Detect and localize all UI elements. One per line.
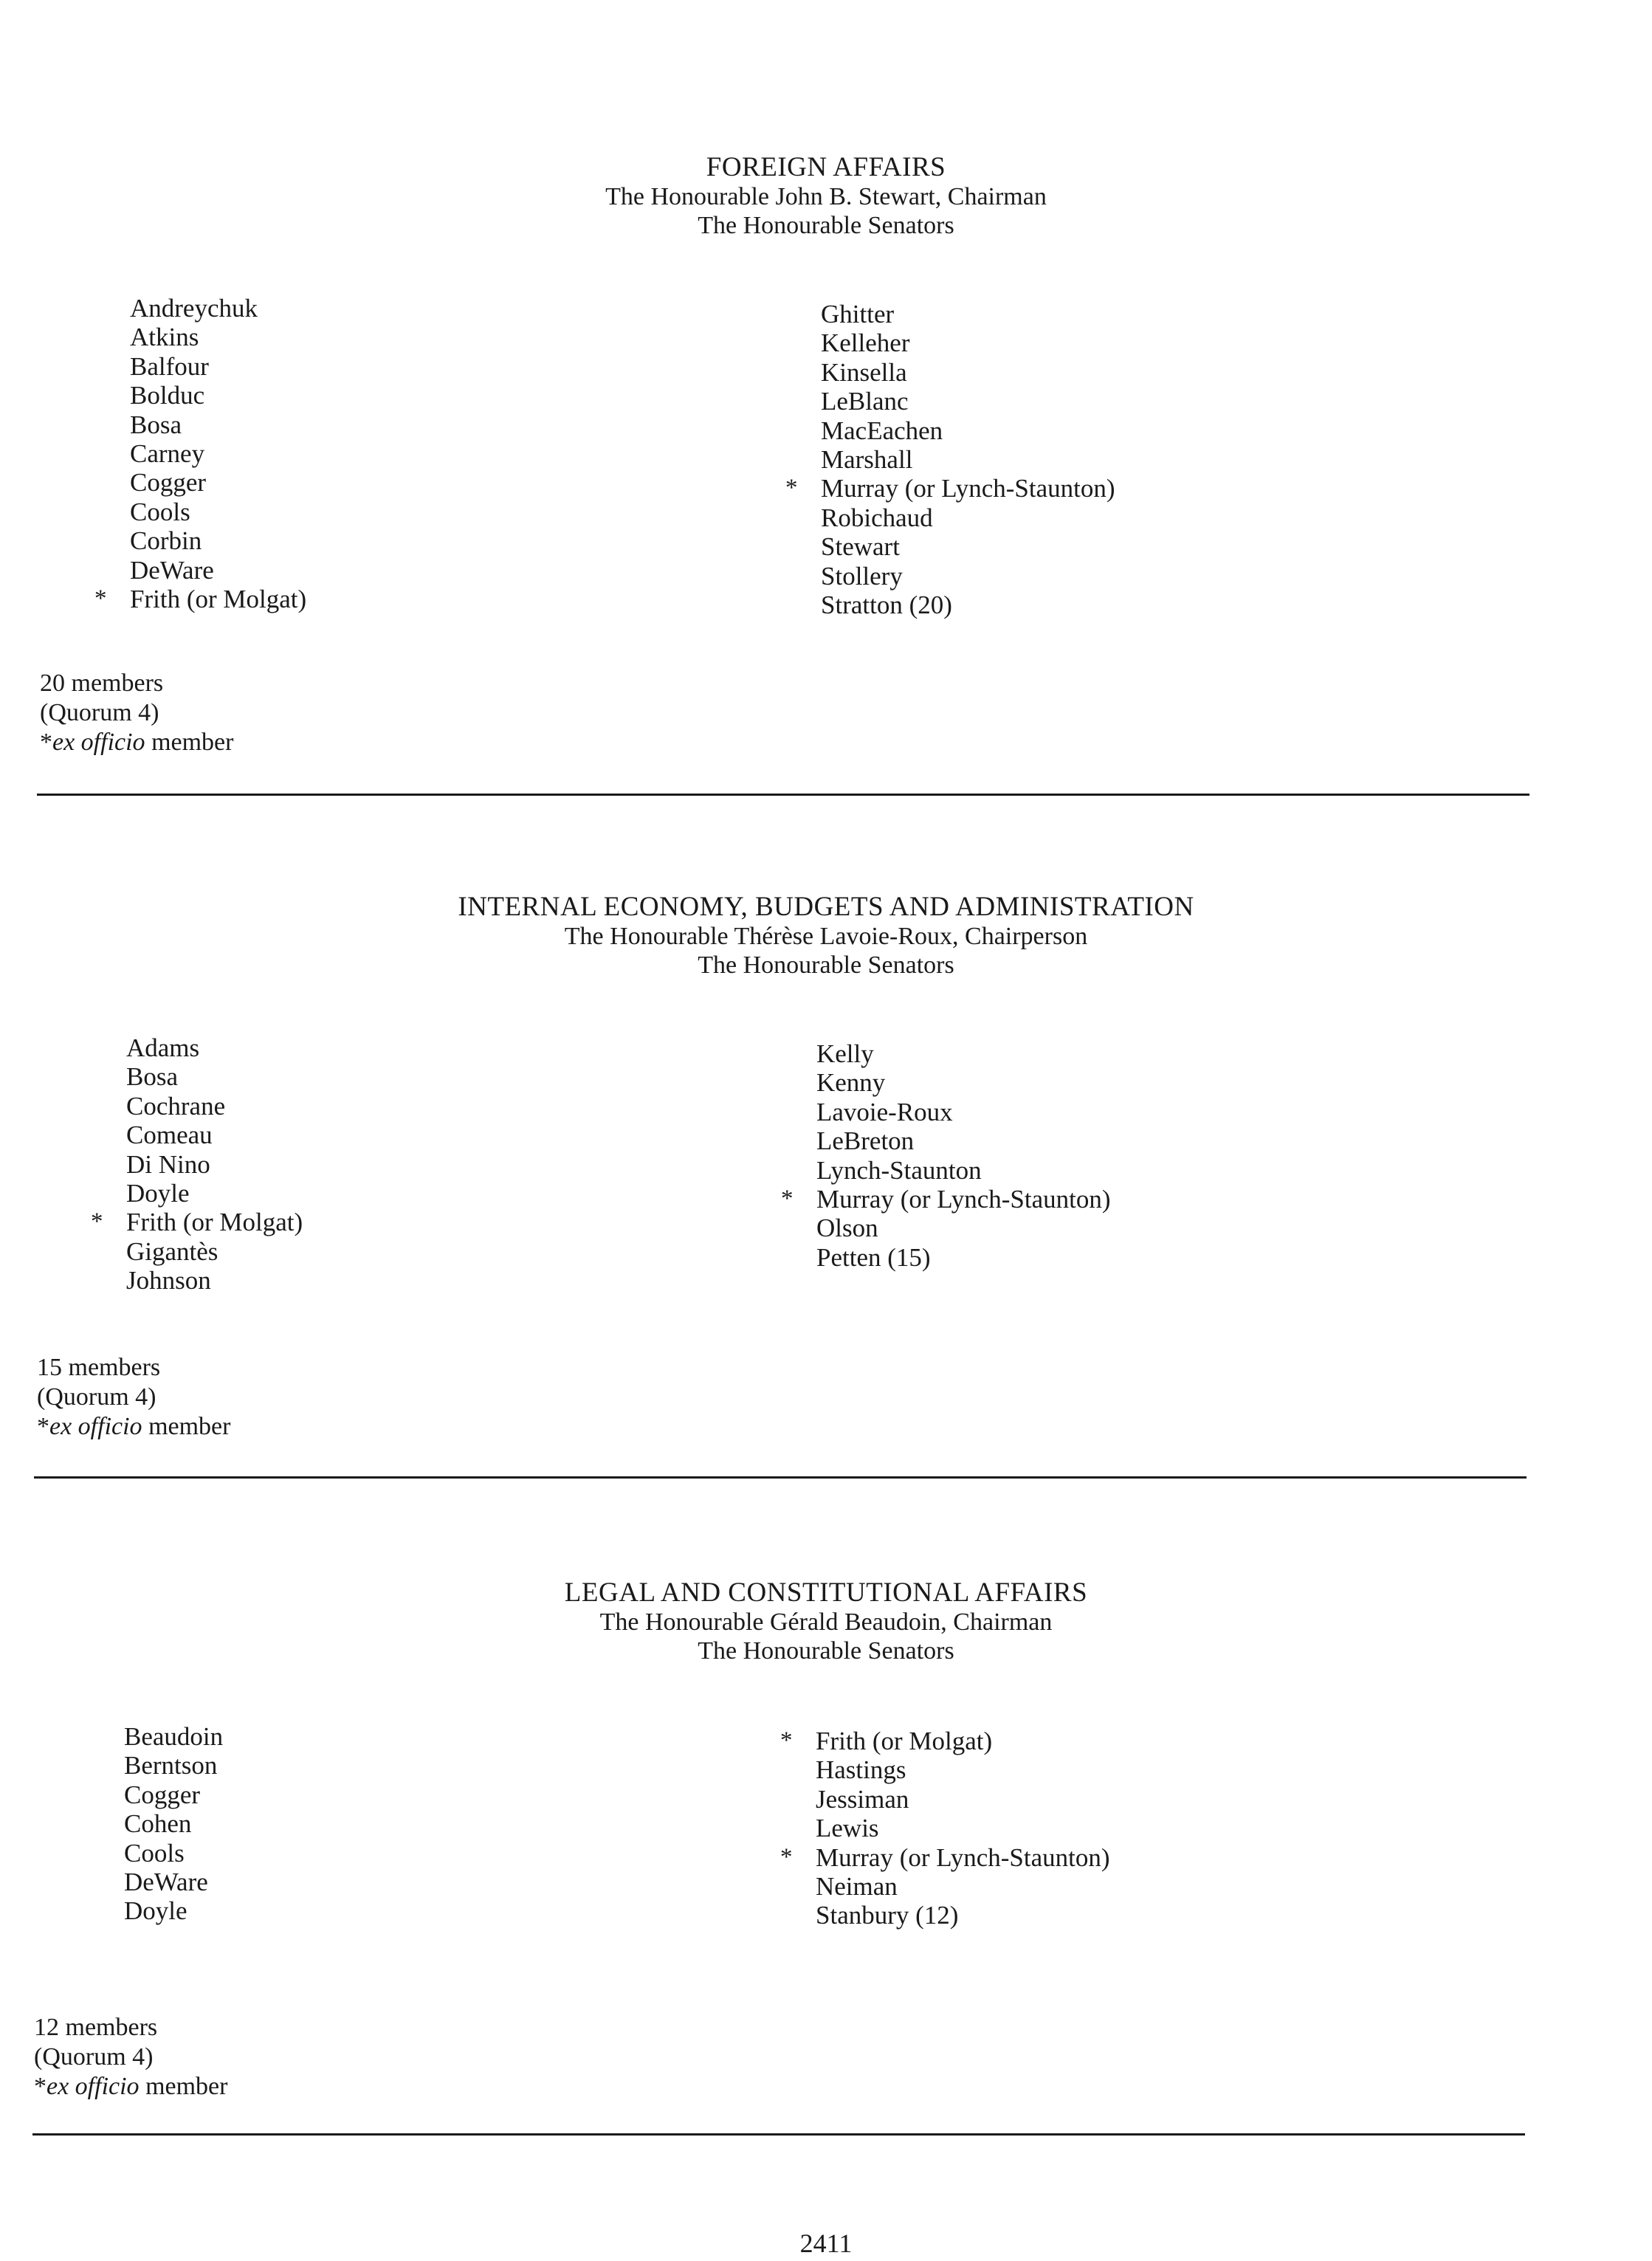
section-divider: [34, 1476, 1527, 1479]
senator-list-item: [126, 1150, 303, 1179]
ex-officio-asterisk: *: [91, 1208, 103, 1236]
senator-list-item: [821, 503, 1115, 532]
senator-list-item: [816, 1126, 1111, 1155]
member-list-right: [780, 1727, 1110, 1930]
senator-name: Murray (or Lynch-Staunton): [816, 1842, 1110, 1872]
senator-list-item: [821, 300, 1115, 328]
member-count: 15 members: [37, 1354, 161, 1381]
senator-name: DeWare: [130, 555, 214, 585]
senator-name: Stanbury (12): [816, 1901, 959, 1930]
committee-title: FOREIGN AFFAIRS: [706, 152, 946, 182]
senator-name: Cools: [124, 1838, 185, 1868]
senator-name: Murray (or Lynch-Staunton): [821, 474, 1115, 503]
senator-name: Frith (or Molgat): [126, 1208, 303, 1237]
senator-name: LeBreton: [816, 1126, 915, 1156]
senator-list-item: [821, 387, 1115, 416]
senator-name: Stratton (20): [821, 591, 952, 620]
senator-list-item: [821, 416, 1115, 445]
senator-name: Robichaud: [821, 503, 933, 532]
senator-name: Johnson: [126, 1266, 211, 1295]
senator-list-item: [816, 1068, 1111, 1097]
senator-name: Frith (or Molgat): [816, 1727, 993, 1755]
member-list-left: [124, 1722, 223, 1926]
asterisk: *: [40, 729, 52, 756]
senator-list-item: [816, 1098, 1111, 1126]
ex-officio-asterisk: *: [785, 475, 798, 502]
senator-name: Atkins: [130, 323, 199, 352]
senator-name: Kelly: [816, 1039, 874, 1068]
senator-name: LeBlanc: [821, 387, 909, 416]
senator-list-item: [780, 1842, 1110, 1872]
senator-name: Stewart: [821, 532, 900, 562]
senator-list-item: [821, 532, 1115, 561]
senator-name: Cools: [130, 497, 190, 526]
ex-officio-asterisk: *: [780, 1727, 793, 1754]
senator-list-item: [821, 328, 1115, 357]
asterisk: *: [37, 1413, 49, 1440]
member-list-left: [91, 1033, 303, 1295]
senator-name: Petten (15): [816, 1242, 931, 1272]
committee-footer: [40, 669, 233, 757]
senator-list-item: [126, 1062, 303, 1091]
committee-heading-internal-economy: [0, 892, 1652, 980]
senator-name: Frith (or Molgat): [130, 585, 307, 614]
committee-title: LEGAL AND CONSTITUTIONAL AFFAIRS: [564, 1577, 1088, 1608]
senator-list-item: [130, 352, 306, 381]
senator-name: Berntson: [124, 1751, 218, 1780]
senator-name: Lynch-Staunton: [816, 1155, 982, 1185]
senator-list-item: [130, 381, 306, 410]
senator-list-item: [821, 358, 1115, 387]
senator-name: Comeau: [126, 1121, 213, 1150]
ex-officio-note: [40, 728, 233, 757]
senator-list-item: [821, 445, 1115, 474]
senator-name: Olson: [816, 1214, 878, 1243]
committee-heading-foreign-affairs: [0, 153, 1652, 240]
senator-name: Stollery: [821, 561, 903, 591]
senator-list-item: [126, 1092, 303, 1121]
senator-name: Andreychuk: [130, 294, 258, 323]
senator-list-item: [816, 1901, 1110, 1930]
senator-list-item: [130, 468, 306, 497]
senator-list-item: [821, 562, 1115, 591]
senator-name: Corbin: [130, 526, 202, 556]
senator-list-item: [816, 1243, 1111, 1272]
senator-name: Kenny: [816, 1068, 886, 1098]
senator-list-item: [130, 498, 306, 526]
committee-chair: The Honourable John B. Stewart, Chairman: [605, 183, 1047, 210]
member-list-right: [781, 1039, 1111, 1272]
senator-name: DeWare: [124, 1868, 208, 1897]
senator-list-item: [816, 1039, 1111, 1068]
senator-name: Adams: [126, 1033, 200, 1062]
quorum: (Quorum 4): [40, 699, 159, 726]
quorum: (Quorum 4): [37, 1383, 156, 1411]
senator-name: Doyle: [124, 1896, 187, 1926]
senator-list-item: [130, 410, 306, 439]
committee-chair: The Honourable Thérèse Lavoie-Roux, Chairperson: [564, 923, 1088, 950]
senator-name: Beaudoin: [124, 1722, 224, 1751]
senator-name: Kelleher: [821, 328, 910, 358]
senator-name: Cogger: [124, 1780, 201, 1809]
senator-list-item: [126, 1266, 303, 1295]
senator-list-item: [130, 526, 306, 555]
senator-name: Neiman: [816, 1872, 898, 1902]
senator-name: Lavoie-Roux: [816, 1097, 953, 1126]
committee-chair: The Honourable Gérald Beaudoin, Chairman: [599, 1608, 1053, 1636]
senator-list-item: [124, 1780, 223, 1809]
senators-heading: The Honourable Senators: [698, 951, 954, 979]
senator-name: Di Nino: [126, 1149, 210, 1179]
senator-name: Jessiman: [816, 1784, 909, 1814]
senator-name: Bosa: [126, 1062, 178, 1092]
senator-list-item: [780, 1727, 1110, 1755]
senator-list-item: [816, 1872, 1110, 1901]
senator-list-item: [124, 1722, 223, 1751]
senator-list-item: [124, 1868, 223, 1896]
senator-name: Lewis: [816, 1814, 879, 1843]
senator-list-item: [781, 1185, 1111, 1214]
senator-list-item: [816, 1755, 1110, 1784]
ex-officio-asterisk: *: [780, 1843, 793, 1871]
senators-heading: The Honourable Senators: [698, 212, 954, 239]
senator-list-item: [124, 1751, 223, 1780]
senator-list-item: [816, 1156, 1111, 1185]
ex-officio-asterisk: *: [94, 585, 107, 613]
member-count: 12 members: [34, 2014, 158, 2041]
senator-name: Kinsella: [821, 357, 907, 387]
senator-list-item: [126, 1033, 303, 1062]
senator-list-item: [785, 474, 1115, 503]
ex-officio-italic: ex officio: [49, 1413, 142, 1440]
senator-name: Gigantès: [126, 1236, 218, 1266]
senator-name: Cogger: [130, 468, 207, 498]
committee-title: INTERNAL ECONOMY, BUDGETS AND ADMINISTRATION: [458, 892, 1194, 922]
senator-name: Cohen: [124, 1809, 192, 1839]
senator-list-item: [91, 1208, 303, 1237]
senator-list-item: [816, 1214, 1111, 1242]
senator-name: MacEachen: [821, 416, 943, 445]
senator-list-item: [124, 1839, 223, 1868]
senator-list-item: [94, 585, 307, 614]
member-list-left: [94, 294, 307, 614]
senator-list-item: [126, 1179, 303, 1208]
quorum: (Quorum 4): [34, 2043, 154, 2071]
senator-list-item: [816, 1785, 1110, 1814]
senators-heading: The Honourable Senators: [698, 1637, 954, 1665]
senator-name: Bosa: [130, 410, 182, 439]
section-divider: [32, 2133, 1525, 2136]
senator-name: Marshall: [821, 445, 913, 475]
ex-officio-italic: ex officio: [47, 2073, 140, 2100]
senator-name: Doyle: [126, 1179, 190, 1208]
senator-list-item: [126, 1121, 303, 1149]
ex-officio-note: [34, 2072, 227, 2102]
senator-name: Balfour: [130, 351, 209, 381]
senator-list-item: [816, 1814, 1110, 1842]
ex-officio-rest: member: [139, 2073, 228, 2100]
senator-list-item: [124, 1896, 223, 1925]
senator-name: Ghitter: [821, 300, 895, 328]
senator-name: Cochrane: [126, 1091, 226, 1121]
senator-name: Murray (or Lynch-Staunton): [816, 1185, 1111, 1214]
ex-officio-rest: member: [142, 1413, 231, 1440]
committee-heading-legal-constitutional: [0, 1578, 1652, 1665]
committee-footer: [34, 2013, 227, 2102]
ex-officio-rest: member: [145, 729, 234, 756]
senator-list-item: [130, 439, 306, 468]
senator-name: Hastings: [816, 1755, 906, 1785]
ex-officio-asterisk: *: [781, 1185, 794, 1213]
senator-list-item: [126, 1237, 303, 1266]
senator-list-item: [130, 556, 306, 585]
senator-list-item: [124, 1809, 223, 1838]
member-list-right: [785, 300, 1115, 620]
committee-footer: [37, 1353, 230, 1442]
asterisk: *: [34, 2073, 47, 2100]
senator-list-item: [130, 294, 306, 323]
member-count: 20 members: [40, 670, 164, 697]
senator-name: Carney: [130, 439, 205, 469]
section-divider: [37, 794, 1529, 796]
senator-list-item: [130, 323, 306, 351]
senator-name: Bolduc: [130, 381, 205, 410]
senator-list-item: [821, 591, 1115, 619]
ex-officio-note: [37, 1412, 230, 1442]
ex-officio-italic: ex officio: [52, 729, 145, 756]
page-number: 2411: [799, 2229, 853, 2258]
